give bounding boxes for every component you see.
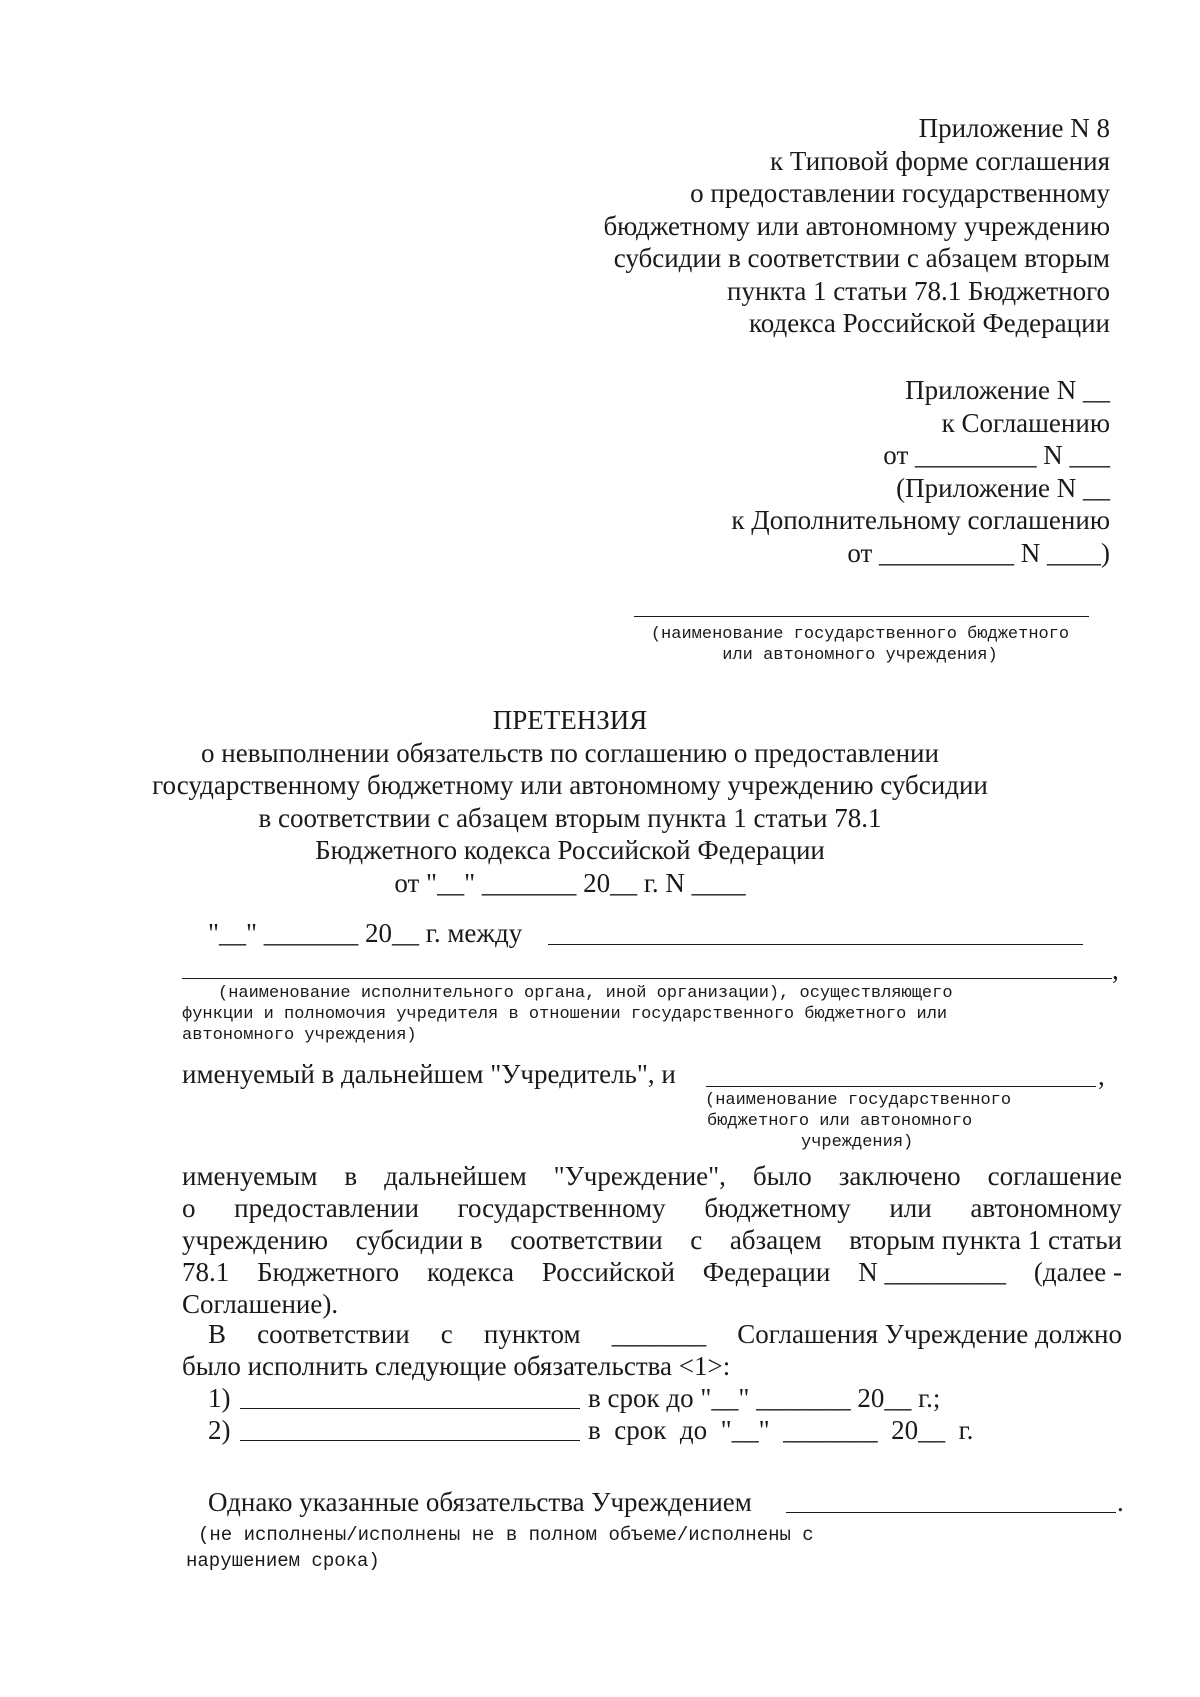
header-line: к Типовой форме соглашения [770, 145, 1110, 176]
paragraph-line [182, 1256, 1122, 1288]
paragraph-line [182, 1160, 1122, 1192]
title-line: о невыполнении обязательств по соглашению о предоставлении [201, 737, 939, 768]
word: было [752, 1161, 812, 1191]
obligation-item [208, 1382, 231, 1414]
obligation-blank-line [240, 1440, 580, 1441]
caption-line: автономного учреждения) [182, 1026, 417, 1045]
header-line: бюджетному или автономному учреждению [603, 210, 1110, 241]
word: или [889, 1193, 932, 1223]
attachment-line: от __________ N ____) [847, 537, 1110, 568]
obligations-paragraph [182, 1318, 1122, 1382]
word: соответствии [257, 1319, 410, 1349]
founder-name-line [182, 978, 1112, 979]
caption-line: нарушением срока) [186, 1550, 380, 1572]
paragraph-line [182, 1318, 1122, 1350]
title-line: Бюджетного кодекса Российской Федерации [315, 835, 825, 865]
recipient-name-line [634, 616, 1089, 617]
word: соглашение [987, 1161, 1122, 1191]
word: вторым пункта 1 статьи [849, 1225, 1122, 1255]
institution-caption [705, 1090, 1011, 1153]
header-line: Приложение N 8 [918, 113, 1110, 143]
title-line: в соответствии с абзацем вторым пункта 1 статьи 78.1 [258, 802, 882, 833]
word: _______ [611, 1319, 707, 1349]
obligation-term: в срок до "__" _______ 20__ г. [588, 1415, 974, 1445]
attachment-line: к Дополнительному соглашению [731, 505, 1110, 535]
caption-line: (наименование государственного [705, 1091, 1012, 1110]
founder-named: именуемый в дальнейшем "Учредитель", и [182, 1059, 676, 1089]
obligation-blank-line [240, 1408, 580, 1409]
trailing-comma: , [1098, 1061, 1105, 1091]
page-title: ПРЕТЕНЗИЯ [492, 705, 648, 735]
word: Федерации [702, 1257, 831, 1287]
recipient-caption [610, 624, 1110, 666]
header-line: пункта 1 статьи 78.1 Бюджетного [727, 275, 1110, 306]
caption-line: функции и полномочия учредителя в отношении государственного бюджетного или [182, 1005, 948, 1024]
word: N _________ [858, 1257, 1006, 1287]
paragraph-line [182, 1192, 1122, 1224]
party-name-line [548, 944, 1083, 945]
word: предоставлении [234, 1193, 419, 1223]
agreement-reference [731, 374, 1110, 569]
paragraph-line: Соглашение). [182, 1289, 339, 1319]
attachment-line: Приложение N __ [905, 375, 1110, 405]
obligation-item [208, 1414, 231, 1446]
appendix-header [603, 112, 1110, 340]
caption-line: (не исполнены/исполнены не в полном объеме/исполнены с [198, 1524, 814, 1546]
header-line: субсидии в соответствии с абзацем вторым [613, 243, 1110, 273]
header-line: о предоставлении государственному [690, 178, 1110, 208]
word: именуемым [182, 1161, 318, 1191]
word: о [182, 1193, 196, 1223]
title-line: от "__" _______ 20__ г. N ____ [394, 867, 746, 898]
date-line: "__" _______ 20__ г. между [208, 918, 523, 948]
word: дальнейшем [384, 1161, 527, 1191]
word: государственному [457, 1193, 666, 1223]
obligation-term: в срок до "__" _______ 20__ г.; [588, 1383, 941, 1413]
word: субсидии в [355, 1225, 483, 1255]
word: с [440, 1319, 453, 1349]
conclusion-text: Однако указанные обязательства Учреждением [208, 1487, 752, 1517]
word: в [344, 1161, 358, 1191]
conclusion-caption [186, 1522, 814, 1574]
trailing-comma: , [1112, 955, 1119, 985]
agreement-paragraph [182, 1160, 1122, 1320]
header-line: кодекса Российской Федерации [748, 308, 1110, 338]
word: В [208, 1319, 227, 1349]
word: Российской [541, 1257, 675, 1287]
word: абзацем [729, 1225, 822, 1255]
word: автономному [970, 1193, 1122, 1223]
conclusion-period: . [1117, 1487, 1124, 1517]
attachment-line: от _________ N ___ [883, 440, 1110, 470]
word: заключено [838, 1161, 961, 1191]
attachment-line: к Соглашению [941, 407, 1110, 438]
caption-line: бюджетного или автономного [707, 1112, 973, 1131]
word: (далее - [1033, 1257, 1122, 1287]
word: Бюджетного [257, 1257, 400, 1287]
caption-line: (наименование государственного бюджетного [650, 625, 1070, 644]
word: пунктом [483, 1319, 581, 1349]
word: кодекса [427, 1257, 514, 1287]
caption-line: учреждения) [801, 1133, 914, 1152]
word: "Учреждение", [553, 1161, 726, 1191]
paragraph-line [182, 1224, 1122, 1256]
word: Соглашения Учреждение должно [737, 1319, 1122, 1349]
word: 78.1 [182, 1257, 230, 1287]
word: с [690, 1225, 703, 1255]
claim-title [140, 704, 1000, 899]
item-number: 1) [208, 1383, 231, 1413]
word: учреждению [182, 1225, 329, 1255]
paragraph-line: было исполнить следующие обязательства <1>: [182, 1351, 731, 1381]
word: бюджетному [704, 1193, 851, 1223]
attachment-line: (Приложение N __ [896, 472, 1110, 503]
caption-line [182, 983, 1120, 1004]
word: соответствии [510, 1225, 663, 1255]
founder-caption [182, 983, 1120, 1046]
caption-word: (наименование исполнительного органа, иной организации), осуществляющего [218, 984, 953, 1003]
item-number: 2) [208, 1415, 231, 1445]
conclusion-blank-line [786, 1512, 1116, 1513]
caption-line: или автономного учреждения) [722, 646, 998, 665]
title-line: государственному бюджетному или автономному учреждению субсидии [152, 770, 988, 800]
institution-name-line [706, 1086, 1096, 1087]
